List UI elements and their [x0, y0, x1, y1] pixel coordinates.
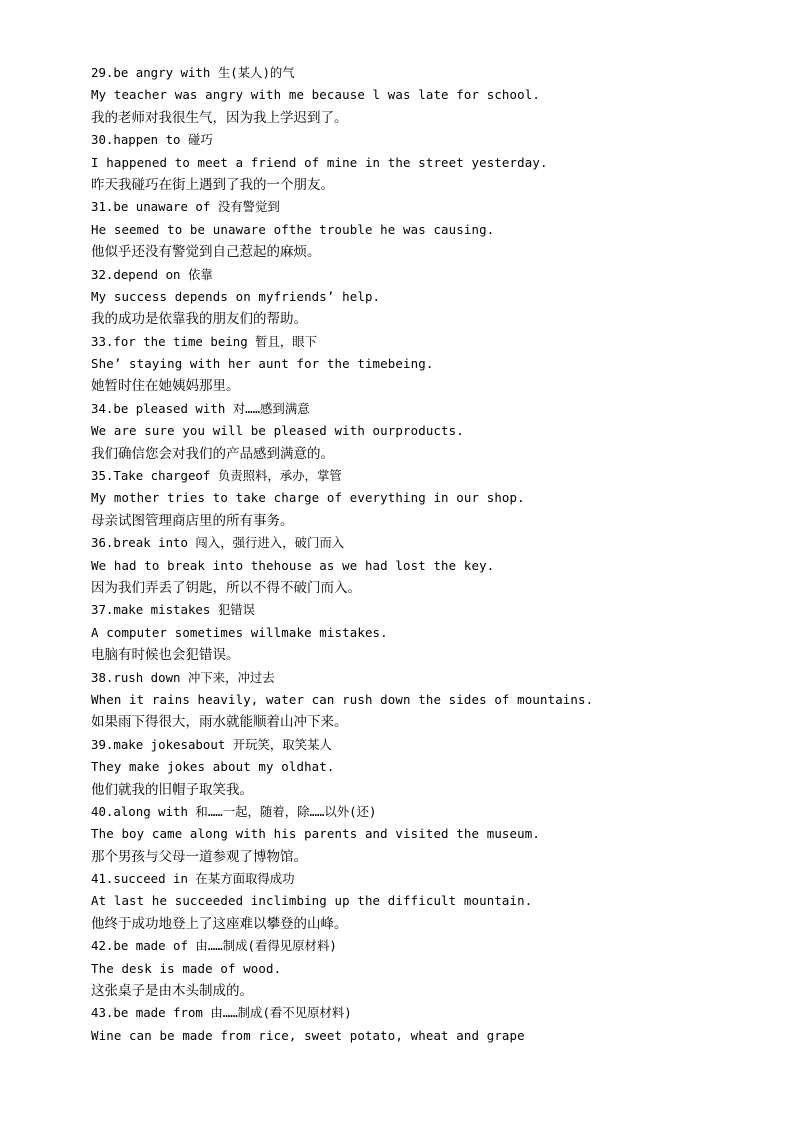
- entry: [91, 331, 751, 398]
- example-english: Wine can be made from rice, sweet potato, wheat and grape: [91, 1027, 525, 1043]
- entry: [91, 734, 751, 801]
- entry: [91, 264, 751, 331]
- phrase-heading: 41.succeed in 在某方面取得成功: [91, 871, 295, 887]
- entry: [91, 532, 751, 599]
- entry: [91, 465, 751, 532]
- entry: [91, 1002, 751, 1047]
- entry: [91, 398, 751, 465]
- phrase-heading: 35.Take chargeof 负责照料，承办，掌管: [91, 468, 342, 484]
- phrase-heading: 31.be unaware of 没有警觉到: [91, 199, 280, 215]
- phrase-heading: 37.make mistakes 犯错误: [91, 602, 255, 618]
- example-english: We are sure you will be pleased with ourproducts.: [91, 423, 464, 439]
- example-english: My mother tries to take charge of everything in our shop.: [91, 490, 525, 506]
- phrase-heading: 40.along with 和……一起，随着，除……以外(还): [91, 803, 377, 819]
- example-chinese: 我的老师对我很生气，因为我上学迟到了。: [91, 109, 348, 126]
- example-english: She’ staying with her aunt for the timebeing.: [91, 356, 434, 372]
- example-english: At last he succeeded inclimbing up the difficult mountain.: [91, 893, 533, 909]
- example-chinese: 那个男孩与父母一道参观了博物馆。: [91, 848, 307, 865]
- entry: [91, 62, 751, 129]
- phrase-heading: 38.rush down 冲下来，冲过去: [91, 669, 275, 685]
- example-chinese: 我的成功是依靠我的朋友们的帮助。: [91, 311, 307, 328]
- phrase-heading: 30.happen to 碰巧: [91, 132, 213, 148]
- example-english: My teacher was angry with me because l was late for school.: [91, 87, 540, 103]
- example-english: A computer sometimes willmake mistakes.: [91, 624, 388, 640]
- example-chinese: 他们就我的旧帽子取笑我。: [91, 781, 253, 798]
- example-chinese: 电脑有时候也会犯错误。: [91, 647, 240, 664]
- entry: [91, 868, 751, 935]
- example-chinese: 我们确信您会对我们的产品感到满意的。: [91, 445, 334, 462]
- example-english: We had to break into thehouse as we had lost the key.: [91, 557, 495, 573]
- example-chinese: 他似乎还没有警觉到自己惹起的麻烦。: [91, 244, 321, 261]
- example-chinese: 她暂时住在她姨妈那里。: [91, 378, 240, 395]
- example-chinese: 这张桌子是由木头制成的。: [91, 983, 253, 1000]
- phrase-heading: 33.for the time being 暂且，眼下: [91, 333, 318, 349]
- entry: [91, 935, 751, 1002]
- phrase-heading: 42.be made of 由……制成(看得见原材料): [91, 938, 337, 954]
- example-chinese: 如果雨下得很大，雨水就能顺着山冲下来。: [91, 714, 348, 731]
- example-english: They make jokes about my oldhat.: [91, 759, 335, 775]
- example-chinese: 他终于成功地登上了这座难以攀登的山峰。: [91, 915, 348, 932]
- phrase-heading: 34.be pleased with 对……感到满意: [91, 400, 310, 416]
- document-page: [91, 62, 751, 1047]
- entry: [91, 667, 751, 734]
- example-chinese: 母亲试图管理商店里的所有事务。: [91, 512, 294, 529]
- example-chinese: 因为我们弄丢了钥匙，所以不得不破门而入。: [91, 579, 361, 596]
- entry: [91, 129, 751, 196]
- example-english: The boy came along with his parents and visited the museum.: [91, 826, 540, 842]
- phrase-heading: 32.depend on 依靠: [91, 266, 213, 282]
- example-english: I happened to meet a friend of mine in the street yesterday.: [91, 154, 548, 170]
- example-chinese: 昨天我碰巧在街上遇到了我的一个朋友。: [91, 176, 334, 193]
- entry: [91, 599, 751, 666]
- phrase-heading: 36.break into 闯入，强行进入，破门而入: [91, 535, 345, 551]
- phrase-heading: 43.be made from 由……制成(看不见原材料): [91, 1005, 352, 1021]
- example-english: He seemed to be unaware ofthe trouble he was causing.: [91, 221, 495, 237]
- entry: [91, 196, 751, 263]
- example-english: When it rains heavily, water can rush down the sides of mountains.: [91, 691, 594, 707]
- example-english: The desk is made of wood.: [91, 960, 282, 976]
- phrase-heading: 29.be angry with 生(某人)的气: [91, 65, 295, 80]
- entry: [91, 801, 751, 868]
- example-english: My success depends on myfriends’ help.: [91, 288, 381, 304]
- phrase-heading: 39.make jokesabout 开玩笑，取笑某人: [91, 736, 332, 752]
